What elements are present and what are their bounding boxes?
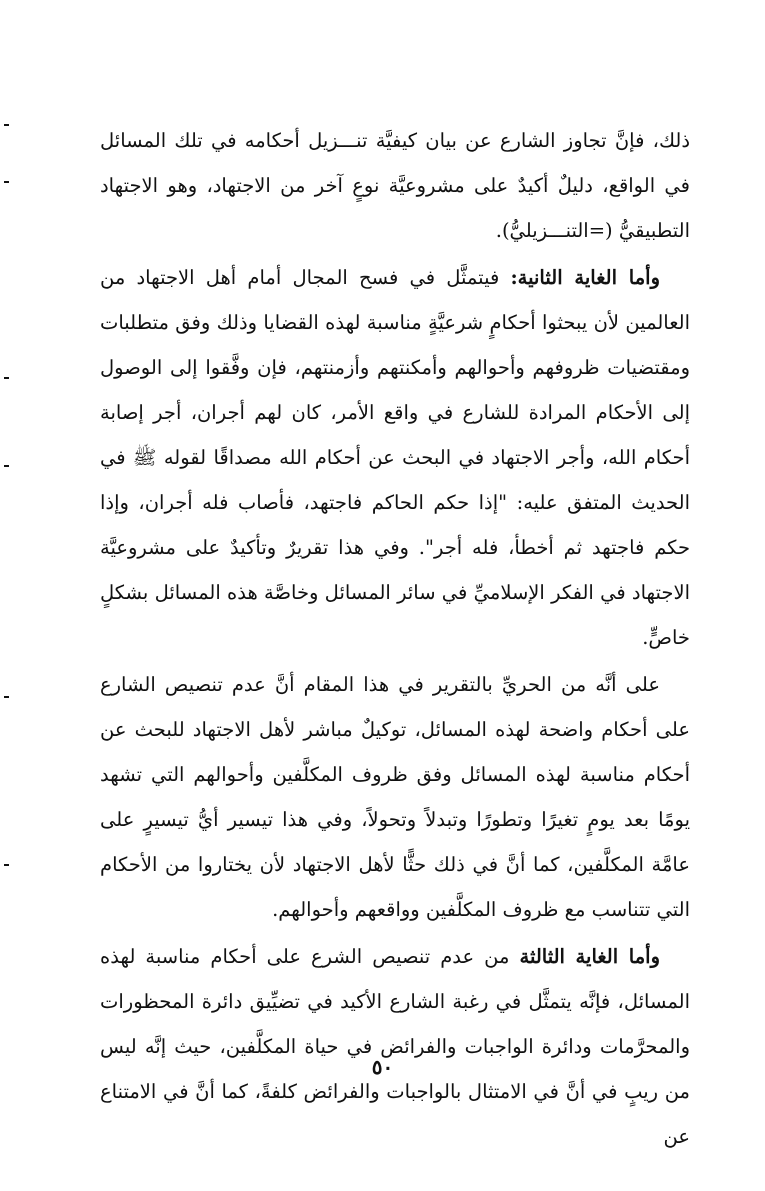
paragraph-text: فيتمثَّل في فسح المجال أمام أهل الاجتهاد من العالمين لأن يبحثوا أحكامٍ شرعيَّةٍ مناسبة لهذه القضايا وذلك وفق متطلبات ومقتضيات ظروفهم وأحوالهم وأمكنتهم وأزمنتهم، فإن وفَّقوا إلى الوصول إلى الأحكام المرادة للشارع في واقع الأمر، كان لهم أجران، أجر إصابة أحكام الله، وأجر الاجتهاد في البحث عن أحكام الله مصداقًا لقوله ﷺ في الحديث المتفق عليه: "إذا حكم الحاكم فاجتهد، فأصاب فله أجران، وإذا حكم فاجتهد ثم أخطأ، فله أجر". وفي هذا تقريرٌ وتأكيدٌ على مشروعيَّة الاجتهاد في الفكر الإسلاميِّ في سائر المسائل وخاصَّة هذه المسائل بشكلٍ خاصٍّ.	[100, 266, 690, 649]
paragraph-lead-heading: وأما الغاية الثانية:	[510, 266, 660, 289]
paragraph-text: من عدم تنصيص الشرع على أحكام مناسبة لهذه المسائل، فإنَّه يتمثَّل في رغبة الشارع الأكيد في تضيِّيق دائرة المحظورات والمحرَّمات ودائرة الواجبات والفرائض في حياة المكلَّفين، حيث إنَّه ليس من ريبٍ في أنَّ في الامتثال بالواجبات والفرائض كلفةً، كما أنَّ في الامتناع عن	[100, 945, 690, 1148]
paragraph-4	[100, 934, 690, 1159]
paragraph-3	[100, 662, 690, 932]
page-number: ٥٠	[371, 1055, 394, 1079]
paragraph-text: على أنَّه من الحريِّ بالتقرير في هذا المقام أنَّ عدم تنصيص الشارع على أحكام واضحة لهذه المسائل، توكيلٌ مباشر لأهل الاجتهاد للبحث عن أحكام مناسبة لهذه المسائل وفق ظروف المكلَّفين وأحوالهم التي تشهد يومًا بعد يومٍ تغيرًا وتطورًا وتبدلاً وتحولاً، وفي هذا تيسير أيُّ تيسيرٍ على عامَّة المكلَّفين، كما أنَّ في ذلك حثًّا لأهل الاجتهاد لأن يختاروا من الأحكام التي تتناسب مع ظروف المكلَّفين وواقعهم وأحوالهم.	[100, 673, 690, 921]
margin-mark	[4, 864, 9, 866]
paragraph-2	[100, 255, 690, 660]
margin-mark	[4, 465, 9, 467]
body-text	[100, 118, 690, 1159]
paragraph-1	[100, 118, 690, 253]
margin-mark	[4, 181, 9, 183]
paragraph-lead-heading: وأما الغاية الثالثة	[519, 945, 660, 968]
margin-mark	[4, 696, 9, 698]
margin-mark	[4, 377, 9, 379]
margin-mark	[4, 124, 9, 126]
paragraph-text: ذلك، فإنَّ تجاوز الشارع عن بيان كيفيَّة تنـــزيل أحكامه في تلك المسائل في الواقع، دليلٌ أكيدٌ على مشروعيَّة نوعٍ آخر من الاجتهاد، وهو الاجتهاد التطبيقيُّ (=التنـــزيليُّ).	[100, 129, 690, 242]
